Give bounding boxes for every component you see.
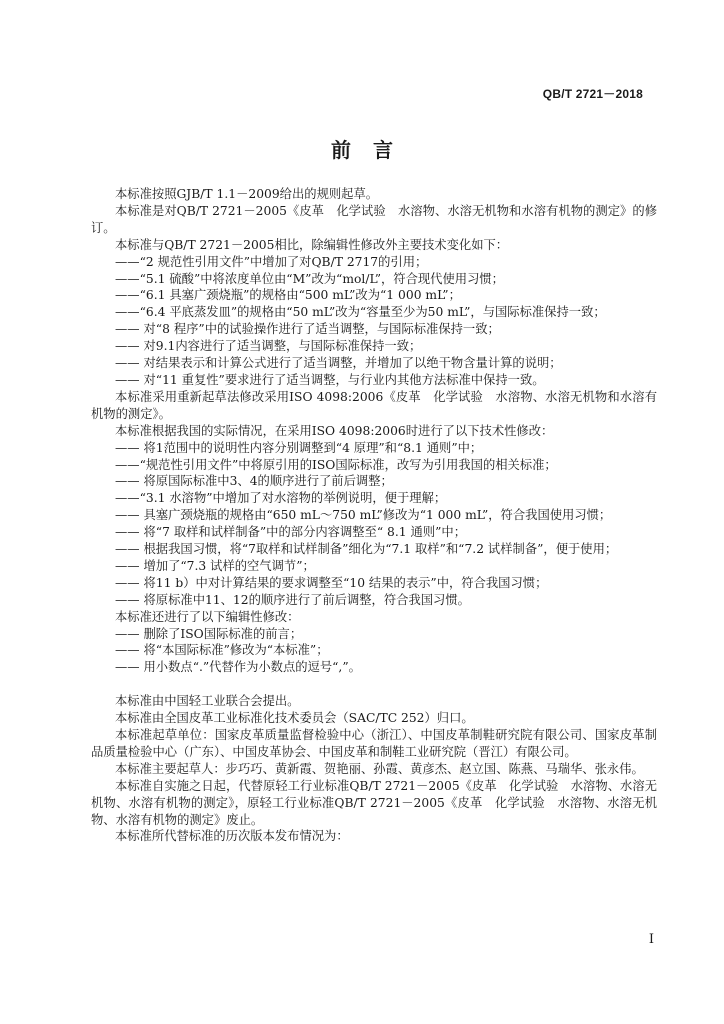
body-paragraph: 本标准是对QB/T 2721－2005《皮革 化学试验 水溶物、水溶无机物和水溶有机物的测定》的修订。 xyxy=(91,203,657,235)
change-list-item: —— 用小数点“.”代替作为小数点的逗号“,”。 xyxy=(115,660,361,675)
change-list-item: —— 将原国际标准中3、4的顺序进行了前后调整； xyxy=(115,474,393,489)
body-paragraph: 本标准所代替标准的历次版本发布情况为： xyxy=(115,829,349,844)
body-paragraph: 本标准按照GJB/T 1.1－2009给出的规则起草。 xyxy=(115,187,379,201)
body-paragraph: 本标准根据我国的实际情况，在采用ISO 4098:2006时进行了以下技术性修改： xyxy=(115,423,554,438)
standard-code: QB/T 2721－2018 xyxy=(542,87,643,101)
body-paragraph: 本标准主要起草人：步巧巧、黄新霞、贺艳丽、孙霞、黄彦杰、赵立国、陈燕、马瑞华、张永伟。 xyxy=(115,761,644,776)
change-list-item: —— 根据我国习惯，将“7取样和试样制备”细化为“7.1 取样”和“7.2 试样制备”，便于使用； xyxy=(115,542,618,557)
change-list-item: ——“规范性引用文件”中将原引用的ISO国际标准，改写为引用我国的相关标准； xyxy=(115,457,557,472)
change-list-item: ——“6.4 平底蒸发皿”的规格由“50 mL”改为“容量至少为50 mL”，与国际标准保持一致； xyxy=(115,305,606,320)
change-list-item: ——“2 规范性引用文件”中增加了对QB/T 2717的引用； xyxy=(115,254,428,269)
change-list-item: ——“6.1 具塞广颈烧瓶”的规格由“500 mL”改为“1 000 mL”； xyxy=(115,288,461,303)
change-list-item: —— 将1范围中的说明性内容分别调整到“4 原理”和“8.1 通则”中； xyxy=(115,440,483,455)
page-title: 前言 xyxy=(331,138,415,162)
body-paragraph: 本标准自实施之日起，代替原轻工行业标准QB/T 2721－2005《皮革 化学试验 水溶物、水溶无机物、水溶有机物的测定》，原轻工行业标准QB/T 2721－2005《皮革 化学试验 水溶物、水溶无机物、水溶有机物的测定》废止。 xyxy=(91,778,657,827)
change-list-item: —— 将11 b）中对计算结果的要求调整至“10 结果的表示”中，符合我国习惯； xyxy=(115,575,548,590)
page-number: I xyxy=(648,932,654,947)
body-paragraph: 本标准由全国皮革工业标准化技术委员会（SAC/TC 252）归口。 xyxy=(115,711,474,726)
change-list-item: ——“5.1 硫酸”中将浓度单位由“M”改为“mol/L”，符合现代使用习惯； xyxy=(115,271,504,286)
body-paragraph: 本标准还进行了以下编辑性修改： xyxy=(115,609,300,624)
foreword-body xyxy=(91,186,657,845)
body-paragraph: 本标准与QB/T 2721－2005相比，除编辑性修改外主要技术变化如下： xyxy=(115,237,509,252)
change-list-item: —— 增加了“7.3 试样的空气调节”； xyxy=(115,558,315,573)
change-list-item: —— 将“7 取样和试样制备”中的部分内容调整至“ 8.1 通则”中； xyxy=(115,525,466,540)
change-list-item: —— 对“11 重复性”要求进行了适当调整，与行业内其他方法标准中保持一致。 xyxy=(115,372,545,387)
paragraph-gap xyxy=(91,676,657,693)
change-list-item: —— 具塞广颈烧瓶的规格由“650 mL～750 mL”修改为“1 000 mL”，符合我国使用习惯； xyxy=(115,508,612,523)
change-list-item: —— 对结果表示和计算公式进行了适当调整，并增加了以绝干物含量计算的说明； xyxy=(115,356,562,371)
body-paragraph: 本标准采用重新起草法修改采用ISO 4098:2006《皮革 化学试验 水溶物、水溶无机物和水溶有机物的测定》。 xyxy=(91,389,657,421)
body-paragraph: 本标准由中国轻工业联合会提出。 xyxy=(115,694,300,709)
change-list-item: ——“3.1 水溶物”中增加了对水溶物的举例说明，便于理解； xyxy=(115,491,447,506)
change-list-item: —— 删除了ISO国际标准的前言； xyxy=(115,626,303,641)
change-list-item: —— 将原标准中11、12的顺序进行了前后调整，符合我国习惯。 xyxy=(115,592,470,607)
body-paragraph: 本标准起草单位：国家皮革质量监督检验中心（浙江）、中国皮革制鞋研究院有限公司、国家皮革制品质量检验中心（广东）、中国皮革协会、中国皮革和制鞋工业研究院（晋江）有限公司。 xyxy=(91,727,657,759)
change-list-item: —— 对9.1内容进行了适当调整，与国际标准保持一致； xyxy=(115,339,422,354)
change-list-item: —— 对“8 程序”中的试验操作进行了适当调整，与国际标准保持一致； xyxy=(115,322,500,337)
change-list-item: —— 将“本国际标准”修改为“本标准”； xyxy=(115,643,329,658)
